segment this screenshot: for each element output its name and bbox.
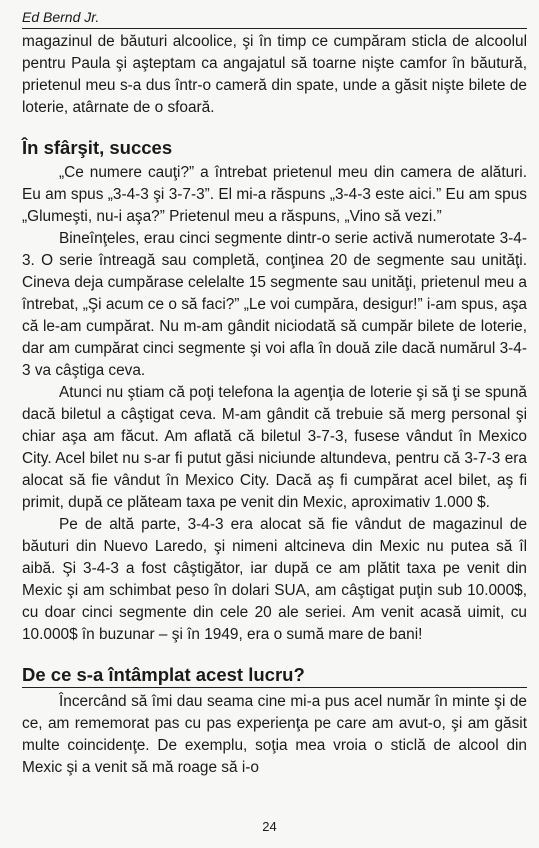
body-paragraph: Atunci nu ştiam că poţi telefona la agenţia de loterie şi să ţi se spună dacă biletul a câştigat ceva. M-am gândit că trebuie să merg personal şi chiar aşa am făcut. Am aflată că biletul 3-7-3, fusese vândut în Mexico City. Acel bilet nu s-ar fi putut găsi niciunde altundeva, pentru că 3-7-3 era alocat să fie vândut în Mexico City. Dacă aş fi cumpărat acel bilet, aş fi primit, după ce plăteam taxa pe venit din Mexic, aproximativ 1.000 $. — [22, 384, 527, 511]
body-paragraph: magazinul de băuturi alcoolice, şi în timp ce cumpăram sticla de alcoolul pentru Paula şi aşteptam ca angajatul să toarne nişte camfor în băutură, prietenul meu s-a dus într-o cameră din spate, unde a găsit nişte bilete de loterie, atârnate de o sfoară. — [22, 33, 527, 116]
body-paragraph: „Ce numere cauţi?” a întrebat prietenul meu din camera de alături. Eu am spus „3-4-3 şi 3-7-3”. El mi-a răspuns „3-4-3 este aici.” Eu am spus „Glumeşti, nu-i aşa?” Prietenul meu a răspuns, „Vino să vezi.” — [22, 164, 527, 225]
header-author: Ed Bernd Jr. — [22, 9, 100, 25]
page-body — [22, 31, 527, 779]
page-number: 24 — [262, 819, 277, 834]
running-header — [22, 6, 527, 29]
body-paragraph: Pe de altă parte, 3-4-3 era alocat să fie vândut de magazinul de băuturi din Nuevo Laredo, şi nimeni altcineva din Mexic nu putea să îl aibă. Şi 3-4-3 a fost câştigător, iar după ce am plătit taxa pe venit din Mexic şi am schimbat peso în dolari SUA, am câştigat puţin sub 10.000$, cu doar cinci segmente din cele 20 ale seriei. Am venit acasă uimit, cu 10.000$ în buzunar – şi în 1949, era o sumă mare de bani! — [22, 516, 527, 643]
body-paragraph: Încercând să îmi dau seama cine mi-a pus acel număr în minte şi de ce, am rememorat pas cu pas experienţa pe care am avut-o, şi am găsit multe coincidenţe. De exemplu, soţia mea vroia o sticlă de alcool din Mexic şi a venit să mă roage să i-o — [22, 693, 527, 776]
section-heading: De ce s-a întâmplat acest lucru? — [22, 664, 527, 688]
section-heading: În sfârşit, succes — [22, 137, 173, 158]
body-paragraph: Bineînţeles, erau cinci segmente dintr-o serie activă numerotate 3-4-3. O serie întreagă sau completă, conţinea 20 de segmente sau unităţi. Cineva deja cumpărase celelalte 15 segmente sau unităţi, prietenul meu a întrebat, „Şi acum ce o să faci?” „Le voi cumpăra, desigur!” i-am spus, aşa că le-am cumpărat. Nu m-am gândit niciodată să cumpăr bilete de loterie, dar am cumpărat cinci segmente şi voi afla în două zile dacă numărul 3-4-3 va câştiga ceva. — [22, 230, 527, 379]
